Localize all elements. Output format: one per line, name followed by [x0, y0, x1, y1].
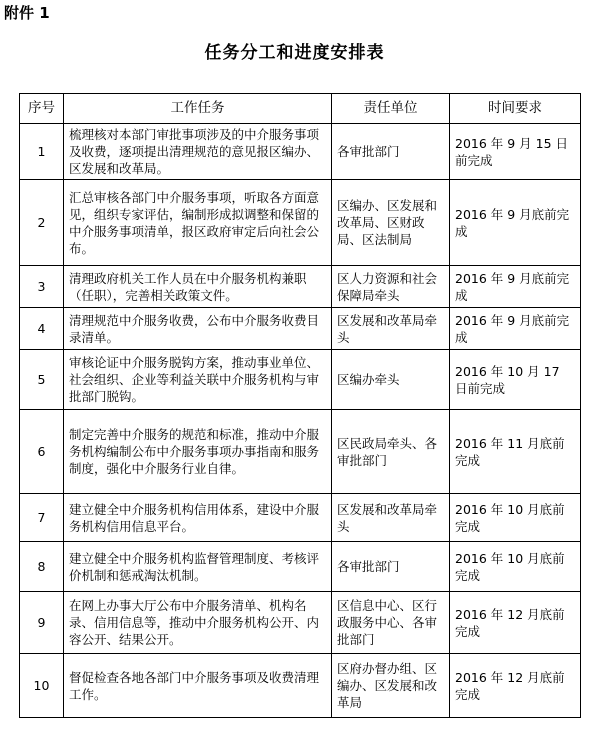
row-seq: 9 — [20, 592, 64, 654]
row-unit: 区府办督办组、区编办、区发展和改革局 — [332, 654, 450, 718]
row-task: 建立健全中介服务机构监督管理制度、考核评价机制和惩戒淘汰机制。 — [64, 542, 332, 592]
row-seq: 5 — [20, 350, 64, 410]
table-row — [20, 592, 581, 654]
row-seq: 3 — [20, 266, 64, 308]
row-task: 在网上办事大厅公布中介服务清单、机构名录、信用信息等，推动中介服务机构公开、内容公开、结果公开。 — [64, 592, 332, 654]
header-task: 工作任务 — [64, 94, 332, 124]
row-time: 2016 年 10 月底前完成 — [450, 494, 581, 542]
row-unit: 各审批部门 — [332, 124, 450, 180]
row-seq: 7 — [20, 494, 64, 542]
task-schedule-table — [19, 93, 581, 718]
attachment-label: 附件 1 — [4, 4, 50, 22]
table-row — [20, 654, 581, 718]
row-seq: 2 — [20, 180, 64, 266]
row-time: 2016 年 9 月底前完成 — [450, 180, 581, 266]
row-task: 制定完善中介服务的规范和标准，推动中介服务机构编制公布中介服务事项办事指南和服务制度，强化中介服务行业自律。 — [64, 410, 332, 494]
table-row — [20, 124, 581, 180]
row-seq: 1 — [20, 124, 64, 180]
row-task: 汇总审核各部门中介服务事项，听取各方面意见，组织专家评估，编制形成拟调整和保留的中介服务事项清单，报区政府审定后向社会公布。 — [64, 180, 332, 266]
row-task: 清理规范中介服务收费，公布中介服务收费目录清单。 — [64, 308, 332, 350]
row-time: 2016 年 9 月底前完成 — [450, 266, 581, 308]
row-time: 2016 年 9 月 15 日前完成 — [450, 124, 581, 180]
row-time: 2016 年 10 月底前完成 — [450, 542, 581, 592]
table-row — [20, 410, 581, 494]
row-unit: 区发展和改革局牵头 — [332, 308, 450, 350]
row-task: 督促检查各地各部门中介服务事项及收费清理工作。 — [64, 654, 332, 718]
row-seq: 8 — [20, 542, 64, 592]
row-unit: 区发展和改革局牵头 — [332, 494, 450, 542]
row-time: 2016 年 12 月底前完成 — [450, 592, 581, 654]
table-row — [20, 494, 581, 542]
row-unit: 区民政局牵头、各审批部门 — [332, 410, 450, 494]
row-time: 2016 年 11 月底前完成 — [450, 410, 581, 494]
row-seq: 6 — [20, 410, 64, 494]
row-time: 2016 年 12 月底前完成 — [450, 654, 581, 718]
table-row — [20, 180, 581, 266]
row-time: 2016 年 10 月 17 日前完成 — [450, 350, 581, 410]
table-row — [20, 350, 581, 410]
table-row — [20, 542, 581, 592]
table-header-row — [20, 94, 581, 124]
table-row — [20, 266, 581, 308]
row-task: 建立健全中介服务机构信用体系，建设中介服务机构信用信息平台。 — [64, 494, 332, 542]
header-time: 时间要求 — [450, 94, 581, 124]
row-unit: 区人力资源和社会保障局牵头 — [332, 266, 450, 308]
row-unit: 区编办、区发展和改革局、区财政局、区法制局 — [332, 180, 450, 266]
header-unit: 责任单位 — [332, 94, 450, 124]
row-unit: 区编办牵头 — [332, 350, 450, 410]
document-title: 任务分工和进度安排表 — [204, 43, 385, 63]
table-row — [20, 308, 581, 350]
row-unit: 各审批部门 — [332, 542, 450, 592]
row-unit: 区信息中心、区行政服务中心、各审批部门 — [332, 592, 450, 654]
row-task: 清理政府机关工作人员在中介服务机构兼职（任职），完善相关政策文件。 — [64, 266, 332, 308]
row-seq: 4 — [20, 308, 64, 350]
row-task: 审核论证中介服务脱钩方案，推动事业单位、社会组织、企业等利益关联中介服务机构与审批部门脱钩。 — [64, 350, 332, 410]
row-time: 2016 年 9 月底前完成 — [450, 308, 581, 350]
row-task: 梳理核对本部门审批事项涉及的中介服务事项及收费，逐项提出清理规范的意见报区编办、区发展和改革局。 — [64, 124, 332, 180]
header-seq: 序号 — [20, 94, 64, 124]
row-seq: 10 — [20, 654, 64, 718]
